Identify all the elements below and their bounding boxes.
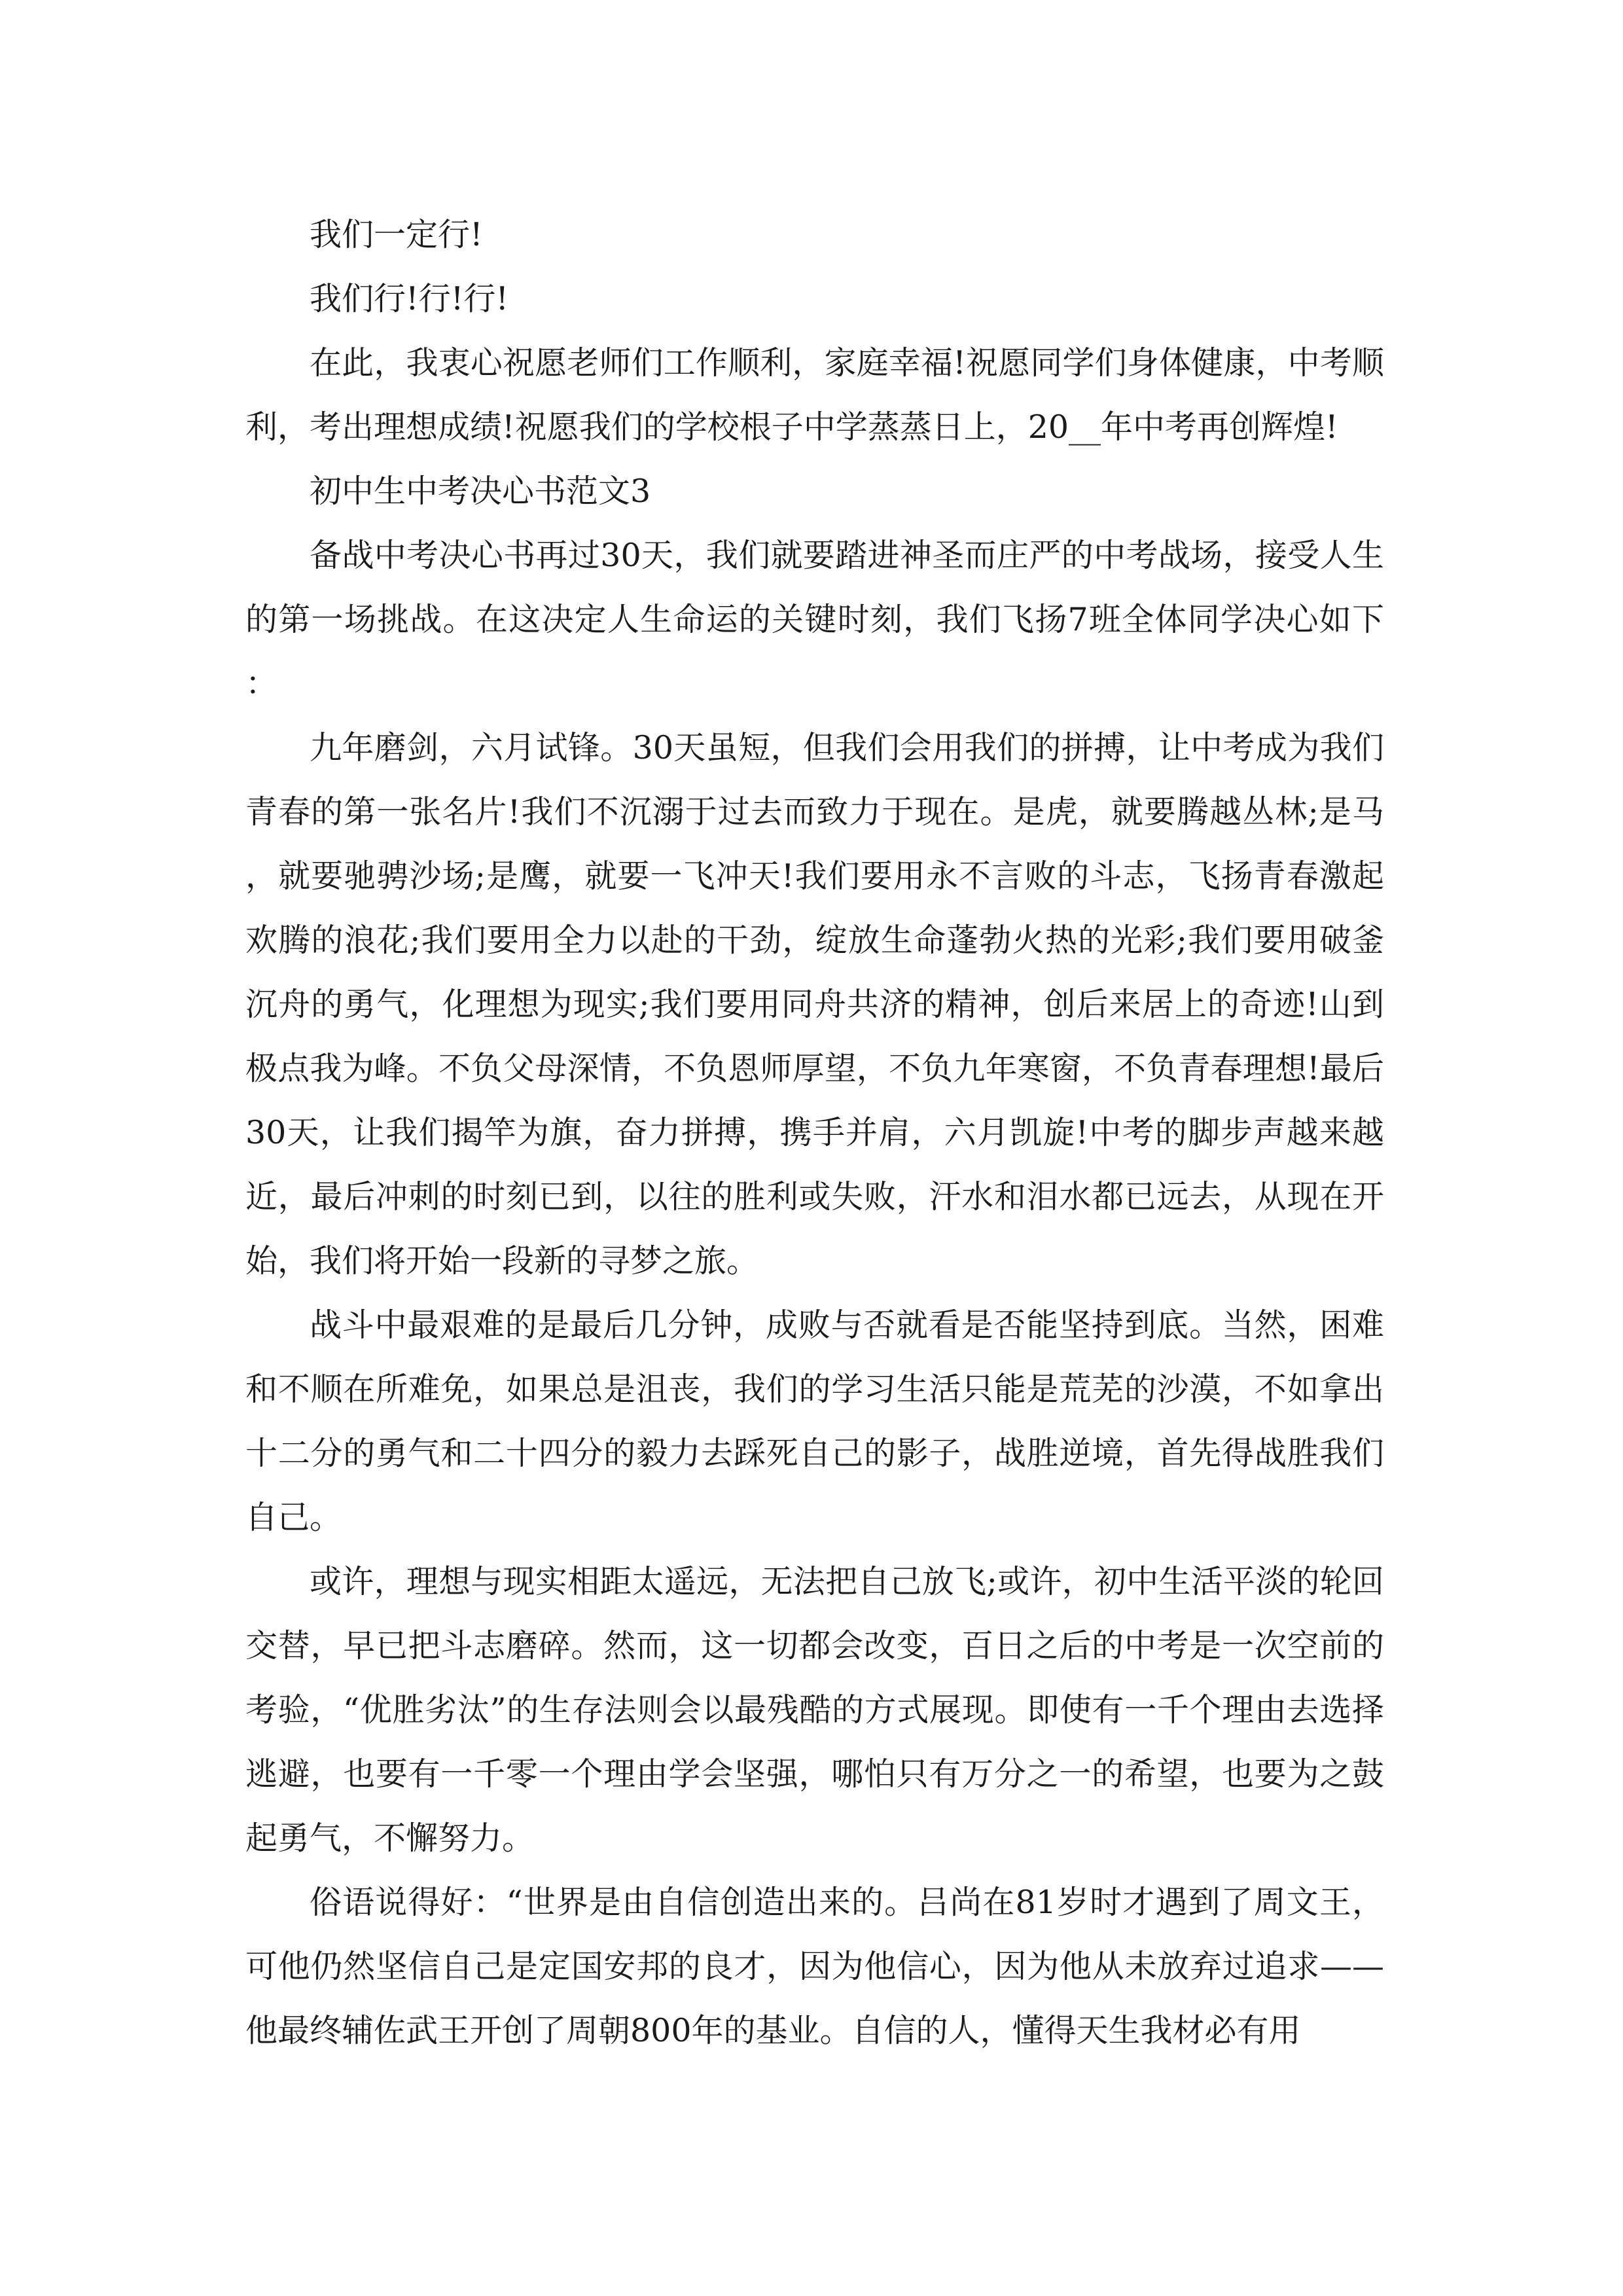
paragraph-we-can-cheer: 我们行!行!行! <box>310 280 509 317</box>
paragraph-perhaps: 或许，理想与现实相距太遥远，无法把自己放飞;或许，初中生活平淡的轮回交替，早已把斗志磨碎。然而，这一切都会改变，百日之后的中考是一次空前的考验，“优胜劣汰”的生存法则会以最残酷的方式展现。即使有一千个理由去选择逃避，也要有一千零一个理由学会坚强，哪怕只有万分之一的希望，也要为之鼓起勇气，不懈努力。 <box>245 1563 1384 1857</box>
paragraph-last-minutes: 战斗中最艰难的是最后几分钟，成败与否就看是否能坚持到底。当然，困难和不顺在所难免，如果总是沮丧，我们的学习生活只能是荒芜的沙漠，不如拿出十二分的勇气和二十四分的毅力去踩死自己的影子，战胜逆境，首先得战胜我们自己。 <box>245 1306 1384 1536</box>
paragraph-nine-years: 九年磨剑，六月试锋。30天虽短，但我们会用我们的拼搏，让中考成为我们青春的第一张名片!我们不沉溺于过去而致力于现在。是虎，就要腾越丛林;是马，就要驰骋沙场;是鹰，就要一飞冲天!我们要用永不言败的斗志，飞扬青春激起欢腾的浪花;我们要用全力以赴的干劲，绽放生命蓬勃火热的光彩;我们要用破釜沉舟的勇气，化理想为现实;我们要用同舟共济的精神，创后来居上的奇迹!山到极点我为峰。不负父母深情，不负恩师厚望，不负九年寒窗，不负青春理想!最后30天，让我们揭竿为旗，奋力拼搏，携手并肩，六月凯旋!中考的脚步声越来越近，最后冲刺的时刻已到，以往的胜利或失败，汗水和泪水都已远去，从现在开始，我们将开始一段新的寻梦之旅。 <box>245 729 1384 1280</box>
paragraph-wishes: 在此，我衷心祝愿老师们工作顺利，家庭幸福!祝愿同学们身体健康，中考顺利，考出理想成绩!祝愿我们的学校根子中学蒸蒸日上，20__年中考再创辉煌! <box>245 344 1384 446</box>
paragraph-we-can: 我们一定行! <box>310 216 483 253</box>
document-body <box>245 203 1384 2063</box>
paragraph-intro: 备战中考决心书再过30天，我们就要踏进神圣而庄严的中考战场，接受人生的第一场挑战。在这决定人生命运的关键时刻，我们飞扬7班全体同学决心如下： <box>245 537 1384 702</box>
section-heading: 初中生中考决心书范文3 <box>310 473 651 510</box>
paragraph-proverb: 俗语说得好：“世界是由自信创造出来的。吕尚在81岁时才遇到了周文王，可他仍然坚信自己是定国安邦的良才，因为他信心，因为他从未放弃过追求——他最终辅佐武王开创了周朝800年的基业。自信的人，懂得天生我材必有用 <box>245 1884 1384 2049</box>
